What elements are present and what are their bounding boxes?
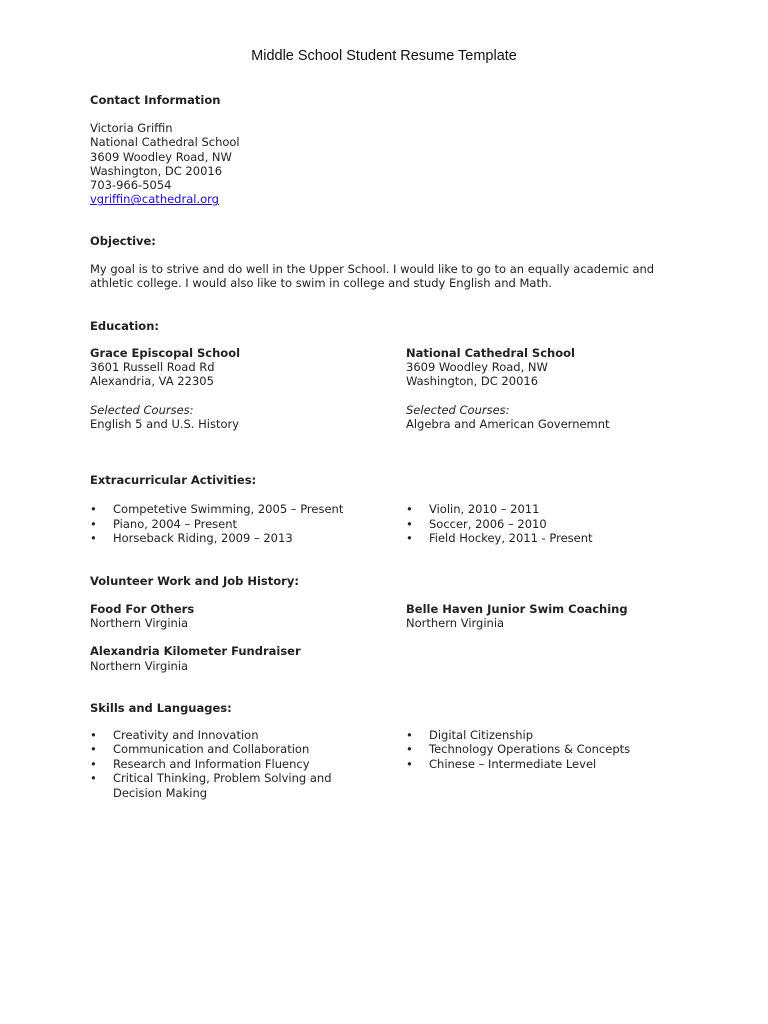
contact-heading: Contact Information: [90, 93, 221, 107]
bullet-icon: •: [90, 502, 97, 517]
courses-text: English 5 and U.S. History: [90, 416, 240, 431]
volunteer-location: Northern Virginia: [406, 616, 505, 631]
list-item: • Soccer, 2006 – 2010: [406, 516, 547, 531]
education-heading: Education:: [90, 318, 159, 333]
extracurricular-heading: Extracurricular Activities:: [90, 473, 257, 488]
contact-name: Victoria Griffin: [90, 121, 173, 135]
bullet-icon: •: [406, 756, 413, 771]
bullet-icon: •: [406, 502, 413, 517]
school-address-line: Washington, DC 20016: [406, 374, 539, 389]
contact-school: National Cathedral School: [90, 135, 240, 150]
bullet-icon: •: [90, 727, 97, 742]
list-item: • Communication and Collaboration: [90, 742, 310, 757]
courses-label: Selected Courses:: [406, 402, 510, 417]
list-item: • Creativity and Innovation: [90, 727, 259, 742]
bullet-icon: •: [90, 771, 97, 786]
objective-heading: Objective:: [90, 233, 156, 248]
volunteer-entry: [90, 644, 690, 673]
volunteer-name: Belle Haven Junior Swim Coaching: [406, 601, 628, 616]
bullet-icon: •: [406, 727, 413, 742]
list-item: • Critical Thinking, Problem Solving and Decision Making: [90, 771, 332, 800]
bullet-icon: •: [406, 531, 413, 546]
skills-section: [90, 700, 690, 801]
volunteer-section: [90, 573, 690, 673]
resume-content: [90, 92, 690, 800]
skills-list-right: [406, 728, 690, 772]
list-item: • Digital Citizenship: [406, 727, 534, 742]
list-item: • Field Hockey, 2011 - Present: [406, 531, 593, 546]
school-address-line: 3601 Russell Road Rd: [90, 360, 215, 375]
list-item: • Horseback Riding, 2009 – 2013: [90, 531, 293, 546]
list-item: • Piano, 2004 – Present: [90, 516, 238, 531]
activities-list-left: [90, 502, 406, 546]
bullet-icon: •: [90, 756, 97, 771]
list-item: • Chinese – Intermediate Level: [406, 756, 597, 771]
contact-city: Washington, DC 20016: [90, 163, 223, 178]
skills-heading: Skills and Languages:: [90, 700, 232, 715]
volunteer-name: Food For Others: [90, 601, 195, 616]
courses-label: Selected Courses:: [90, 402, 194, 417]
school-name: Grace Episcopal School: [90, 345, 241, 360]
list-item: • Research and Information Fluency: [90, 756, 310, 771]
bullet-icon: •: [90, 516, 97, 531]
courses-text: Algebra and American Governemnt: [406, 416, 610, 431]
contact-section: [90, 92, 690, 207]
contact-phone: 703-966-5054: [90, 178, 172, 193]
extracurricular-section: [90, 472, 690, 546]
skills-list-left: [90, 728, 406, 801]
education-school-2: [406, 346, 690, 431]
volunteer-heading: Volunteer Work and Job History:: [90, 573, 299, 588]
volunteer-entry: [406, 602, 690, 631]
bullet-icon: •: [406, 516, 413, 531]
activities-list-right: [406, 502, 690, 546]
contact-email-link[interactable]: vgriffin@cathedral.org: [90, 192, 219, 207]
volunteer-entry: [90, 602, 406, 631]
bullet-icon: •: [90, 531, 97, 546]
school-address-line: Alexandria, VA 22305: [90, 374, 214, 389]
list-item: • Violin, 2010 – 2011: [406, 502, 540, 517]
volunteer-location: Northern Virginia: [90, 658, 189, 673]
page-title: Middle School Student Resume Template: [251, 48, 517, 64]
education-school-1: [90, 346, 406, 431]
list-item: • Technology Operations & Concepts: [406, 742, 631, 757]
bullet-icon: •: [90, 742, 97, 757]
education-section: [90, 318, 690, 431]
volunteer-name: Alexandria Kilometer Fundraiser: [90, 644, 301, 659]
bullet-icon: •: [406, 742, 413, 757]
volunteer-location: Northern Virginia: [90, 616, 189, 631]
contact-street: 3609 Woodley Road, NW: [90, 149, 232, 164]
school-address-line: 3609 Woodley Road, NW: [406, 360, 548, 375]
objective-section: [90, 233, 690, 291]
objective-text: My goal is to strive and do well in the Upper School. I would like to go to an equally academic and athletic college. I would also like to swim in college and study English and Math.: [90, 261, 655, 291]
list-item: • Competetive Swimming, 2005 – Present: [90, 502, 344, 517]
school-name: National Cathedral School: [406, 345, 575, 360]
